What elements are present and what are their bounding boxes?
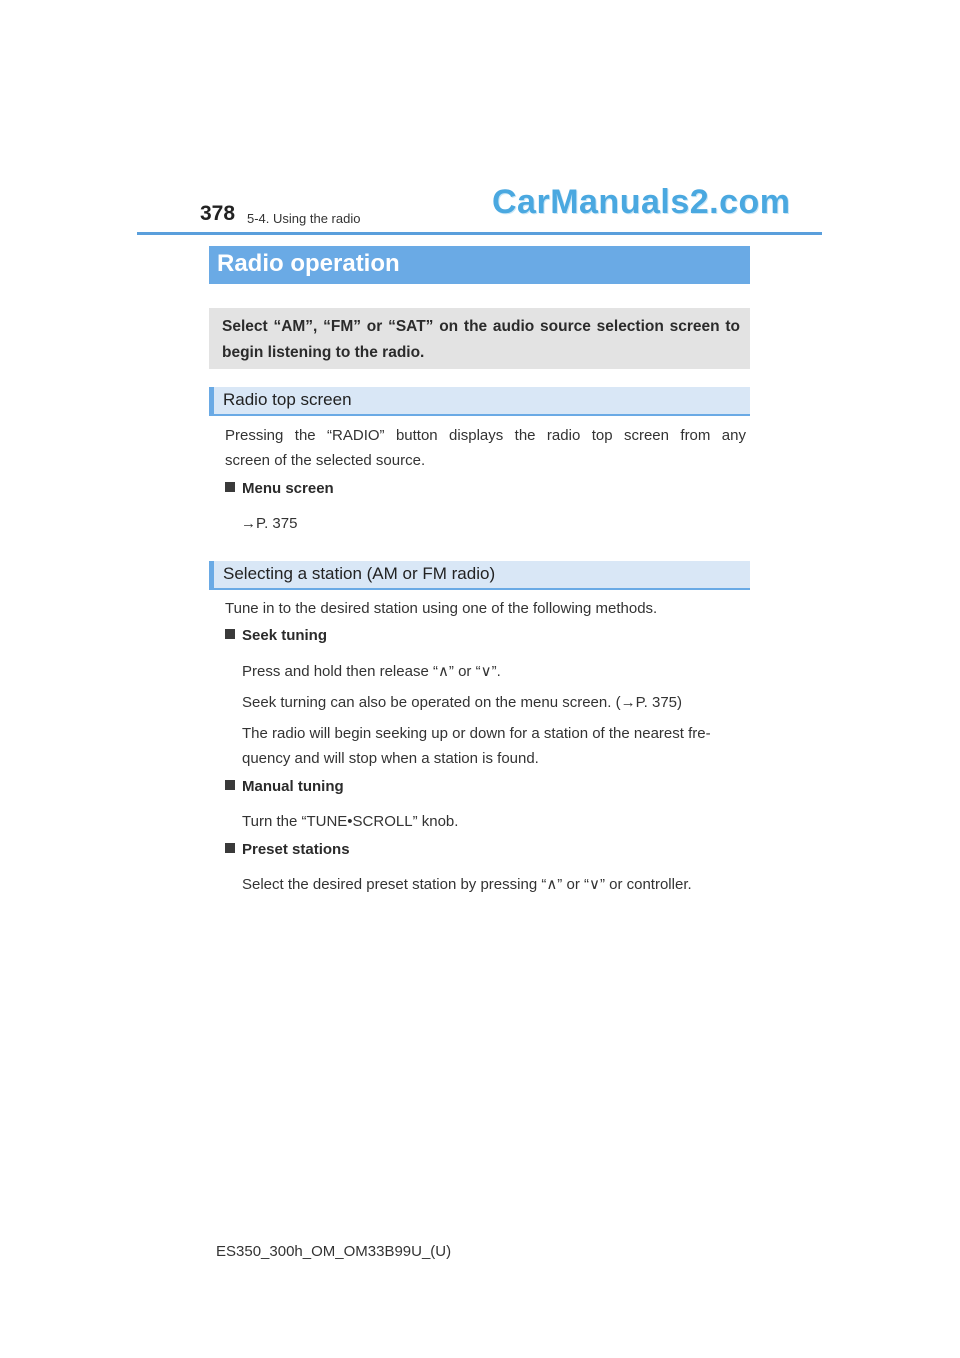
top-screen-body-line2: screen of the selected source.	[225, 452, 426, 469]
bullet-label: Manual tuning	[242, 778, 344, 795]
page-title: Radio operation	[217, 250, 400, 277]
page-number: 378	[200, 202, 236, 225]
top-screen-body-line1: Pressing the “RADIO” button displays the radio top screen from any	[225, 427, 746, 444]
intro-box	[209, 308, 750, 369]
seek-line4: quency and will stop when a station is found.	[242, 750, 539, 767]
square-bullet-icon	[225, 629, 235, 639]
seek-line3: The radio will begin seeking up or down for a station of the nearest fre-	[242, 725, 711, 742]
square-bullet-icon	[225, 482, 235, 492]
manual-line1: Turn the “TUNE•SCROLL” knob.	[242, 813, 459, 830]
bullet-label: Seek tuning	[242, 627, 328, 644]
intro-text: Select “AM”, “FM” or “SAT” on the audio source selection screen to begin listening to the radio.	[222, 318, 740, 361]
seek-line2: Seek turning can also be operated on the menu screen. (→P. 375)	[242, 694, 683, 711]
footer-code: ES350_300h_OM_OM33B99U_(U)	[216, 1243, 452, 1260]
subheading-text: Radio top screen	[223, 390, 352, 409]
bullet-seek-tuning	[225, 627, 327, 644]
header-rule	[137, 232, 822, 235]
square-bullet-icon	[225, 780, 235, 790]
title-bar	[209, 246, 750, 284]
selecting-intro: Tune in to the desired station using one of the following methods.	[225, 600, 658, 617]
preset-line1: Select the desired preset station by pressing “∧” or “∨” or controller.	[242, 876, 692, 893]
subheading-accent	[209, 387, 214, 414]
bullet-menu-screen	[225, 480, 334, 497]
subheading-radio-top-screen	[209, 387, 750, 416]
watermark: CarManuals2.com	[492, 183, 791, 221]
section-label: 5-4. Using the radio	[247, 211, 361, 226]
bullet-preset-stations	[225, 841, 350, 858]
square-bullet-icon	[225, 843, 235, 853]
subheading-selecting-station	[209, 561, 750, 590]
subheading-accent	[209, 561, 214, 588]
subheading-text: Selecting a station (AM or FM radio)	[223, 564, 496, 583]
bullet-label: Preset stations	[242, 841, 350, 858]
menu-screen-reference[interactable]: →P. 375	[241, 515, 298, 532]
bullet-label: Menu screen	[242, 480, 334, 497]
bullet-manual-tuning	[225, 778, 344, 795]
seek-line1: Press and hold then release “∧” or “∨”.	[242, 663, 501, 680]
